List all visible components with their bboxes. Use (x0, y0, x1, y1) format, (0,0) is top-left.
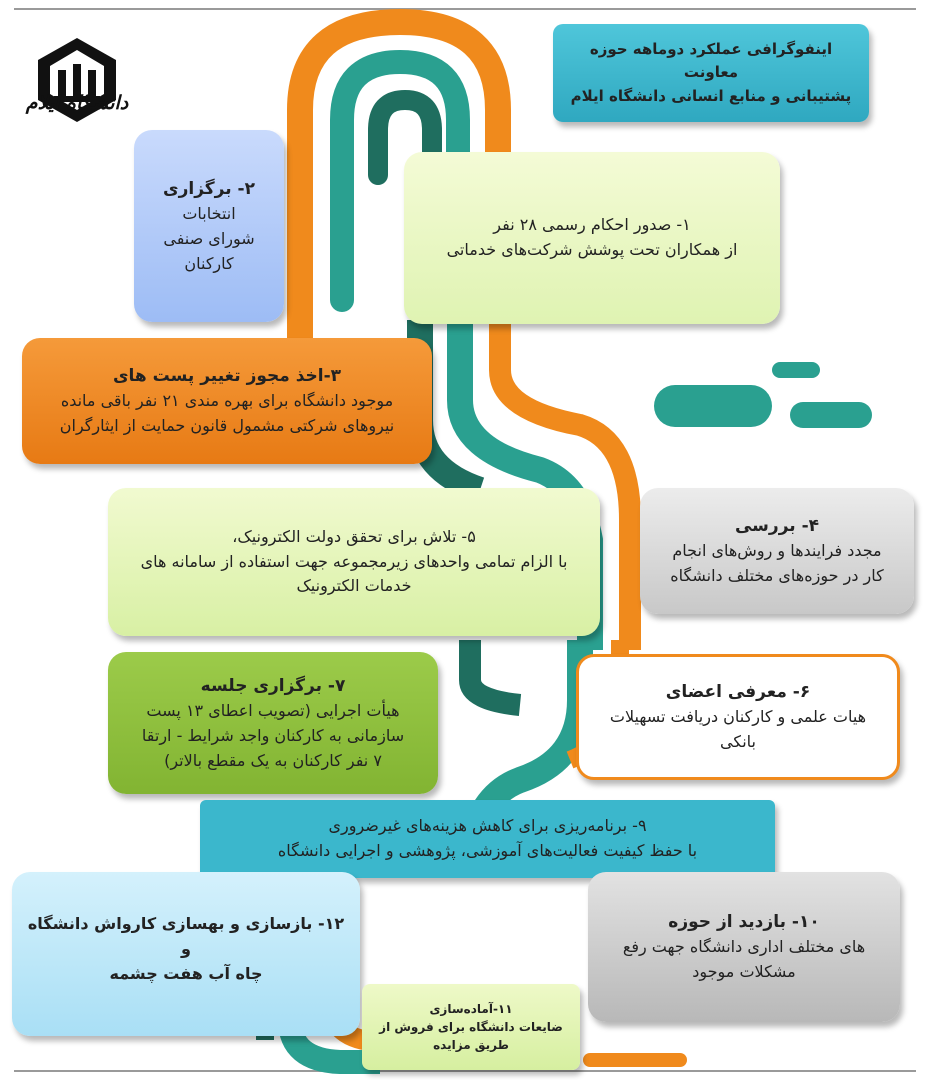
item-10-title: ۱۰- بازدید از حوزه (668, 912, 820, 933)
item-3-title: ۳-اخذ مجوز تغییر پست های (112, 366, 342, 387)
item-2-body: انتخابات شورای صنفی کارکنان (163, 203, 255, 273)
item-4-body: مجدد فرایندها و روش‌های انجام کار در حوزه‌های مختلف دانشگاه (670, 541, 884, 586)
item-2-title: ۲- برگزاری (163, 178, 255, 199)
item-5-body: با الزام تمامی واحدهای زیرمجموعه جهت استفاده از سامانه های خدمات الکترونیک (140, 551, 568, 596)
item-10-box (588, 872, 900, 1022)
item-1-box (404, 152, 780, 324)
item-9-box (200, 800, 775, 878)
item-5-box (108, 488, 600, 636)
infographic-title (553, 24, 869, 122)
item-3-box (22, 338, 432, 464)
item-11-box (362, 984, 580, 1070)
item-6-title: ۶- معرفی اعضای (665, 682, 811, 703)
item-7-body: هیأت اجرایی (تصویب اعطای ۱۳ پست سازمانی به کارکنان واجد شرایط - ارتقا ۷ نفر کارکنان به یک مقطع بالاتر) (141, 700, 405, 770)
title-line-2: پشتیبانی و منابع انسانی دانشگاه ایلام (570, 86, 852, 105)
item-6-box (576, 654, 900, 780)
item-3-body: موجود دانشگاه برای بهره مندی ۲۱ نفر باقی مانده نیروهای شرکتی مشمول قانون حمایت از ایثارگران (59, 391, 395, 436)
item-5-title: ۵- تلاش برای تحقق دولت الکترونیک، (232, 526, 476, 546)
item-4-title: ۴- بررسی (734, 516, 820, 537)
item-9-title: ۹- برنامه‌ریزی برای کاهش هزینه‌های غیرضروری (328, 816, 647, 836)
item-1-title: ۱- صدور احکام رسمی ۲۸ نفر (493, 215, 691, 235)
item-10-body: های مختلف اداری دانشگاه جهت رفع مشکلات موجود (622, 937, 866, 982)
item-7-title: ۷- برگزاری جلسه (200, 675, 346, 696)
pill-large (654, 385, 772, 427)
item-12-title: ۱۲- بازسازی و بهسازی کارواش دانشگاه و (27, 914, 345, 958)
university-logo-icon (24, 14, 130, 144)
item-9-body: با حفظ کیفیت فعالیت‌های آموزشی، پژوهشی و اجرایی دانشگاه (277, 841, 698, 860)
university-logo-text: دانشگاه ایلام (25, 92, 129, 114)
title-line-1: اینفوگرافی عملکرد دوماهه حوزه معاونت (589, 40, 833, 82)
ribbon-dark-lower (470, 640, 520, 705)
item-11-title: ۱۱-آمادەسازی (429, 1002, 513, 1016)
item-6-body: هیات علمی و کارکنان دریافت تسهیلات بانکی (609, 707, 867, 752)
item-7-box (108, 652, 438, 794)
item-1-body: از همکاران تحت پوشش شرکت‌های خدماتی (446, 240, 738, 259)
item-12-box (12, 872, 360, 1036)
pill-medium (790, 402, 872, 428)
pill-small (772, 362, 820, 378)
item-4-box (640, 488, 914, 614)
item-2-box (134, 130, 284, 322)
item-11-body: ضایعات دانشگاه برای فروش از طریق مزایده (379, 1020, 563, 1052)
item-12-body: چاه آب هفت چشمه (109, 963, 263, 983)
